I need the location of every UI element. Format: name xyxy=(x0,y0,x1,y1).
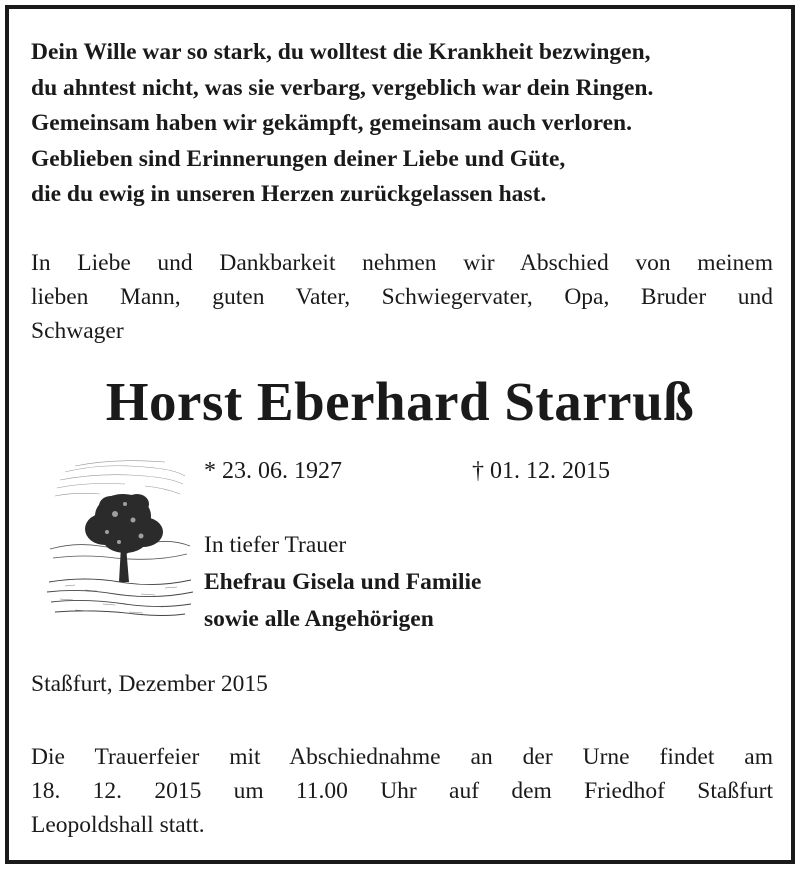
deceased-name: Horst Eberhard Starruß xyxy=(105,371,695,432)
funeral-line: Die Trauerfeier mit Abschiednahme an der Urne findet am xyxy=(31,744,773,770)
poem-line: Gemeinsam haben wir gekämpft, gemeinsam auch verloren. xyxy=(31,110,632,136)
intro-text xyxy=(31,246,773,348)
poem-line: Geblieben sind Erinnerungen deiner Liebe und Güte, xyxy=(31,145,566,172)
mourners xyxy=(204,527,481,638)
funeral-line: 18. 12. 2015 um 11.00 Uhr auf dem Friedhof Staßfurt xyxy=(31,778,773,804)
tree-landscape-icon xyxy=(45,454,195,624)
obituary-frame xyxy=(5,5,795,864)
funeral-line: Leopoldshall statt. xyxy=(31,812,205,838)
poem-line: Dein Wille war so stark, du wolltest die Krankheit bezwingen, xyxy=(31,39,651,65)
place-date: Staßfurt, Dezember 2015 xyxy=(31,671,268,697)
mourners-intro: In tiefer Trauer xyxy=(204,532,347,558)
funeral-notice xyxy=(31,740,773,842)
poem-line: du ahntest nicht, was sie verbarg, vergeblich war dein Ringen. xyxy=(31,74,654,101)
mourners-relatives: sowie alle Angehörigen xyxy=(204,606,434,632)
poem xyxy=(31,35,771,213)
mourners-family: Ehefrau Gisela und Familie xyxy=(204,569,482,595)
birth-date: * 23. 06. 1927 xyxy=(204,458,342,484)
poem-line: die du ewig in unseren Herzen zurückgelassen hast. xyxy=(31,181,547,207)
intro-line: In Liebe und Dankbarkeit nehmen wir Abschied von meinem xyxy=(31,250,773,276)
death-date: † 01. 12. 2015 xyxy=(472,458,610,484)
intro-line: Schwager xyxy=(31,318,124,344)
intro-line: lieben Mann, guten Vater, Schwiegervater, Opa, Bruder und xyxy=(31,284,773,310)
